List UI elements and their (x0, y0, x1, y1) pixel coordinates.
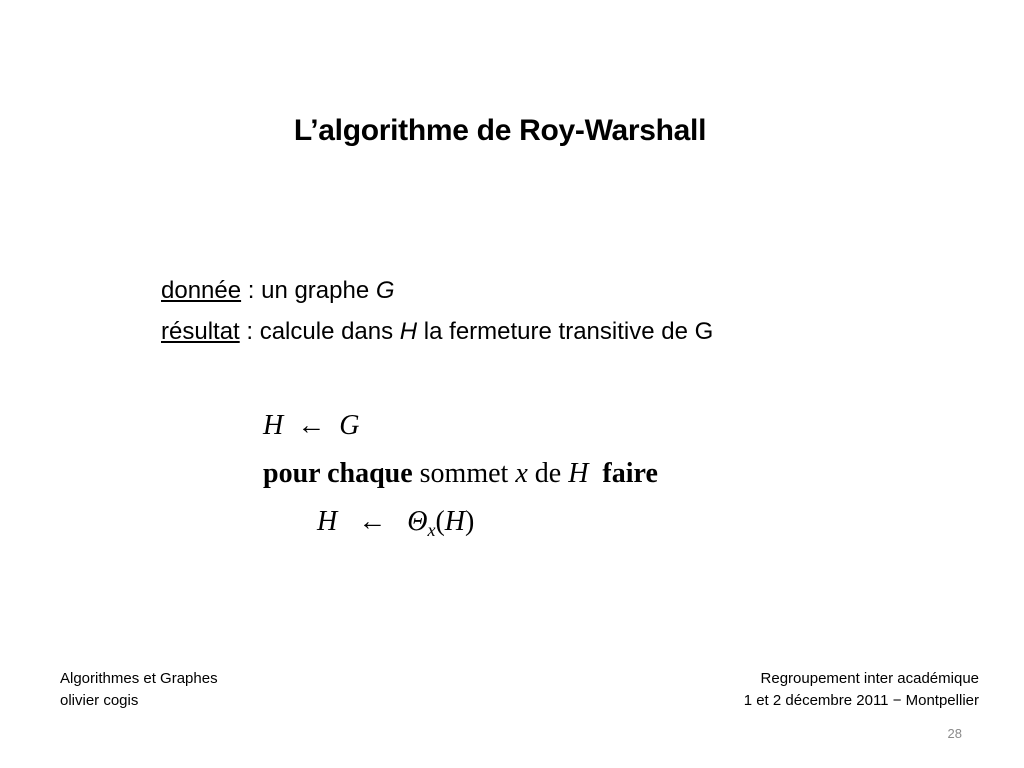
paren-open: ( (435, 506, 445, 537)
algo-line-body (263, 498, 658, 546)
body-lhs: H (317, 506, 338, 537)
algorithm-specification (161, 270, 713, 352)
output-variable: H (399, 318, 418, 345)
slide-title: L’algorithme de Roy-Warshall (293, 114, 707, 147)
algorithm-pseudocode (263, 402, 658, 546)
loop-variable-h: H (568, 458, 589, 489)
left-arrow-icon: ← (297, 410, 326, 441)
input-variable: G (375, 277, 395, 304)
loop-keyword-do: faire (602, 458, 658, 489)
paren-close: ) (465, 506, 475, 537)
loop-text-1: sommet (412, 458, 516, 489)
input-keyword: donnée (161, 277, 242, 304)
footer-left (60, 668, 218, 712)
left-arrow-icon: ← (358, 506, 387, 537)
output-text-2: la fermeture transitive de G (417, 318, 714, 345)
loop-variable-x: x (515, 458, 528, 489)
footer-right (744, 668, 979, 712)
page-number: 28 (947, 726, 962, 741)
algo-line-assign (263, 402, 658, 450)
input-text: : un graphe (241, 277, 376, 304)
input-line (161, 270, 713, 311)
loop-text-2: de (527, 458, 569, 489)
output-keyword: résultat (161, 318, 240, 345)
loop-keyword-for: pour chaque (263, 458, 413, 489)
assign-lhs: H (263, 410, 284, 441)
footer-author: olivier cogis (60, 692, 139, 709)
assign-rhs: G (339, 410, 360, 441)
footer-course-title: Algorithmes et Graphes (60, 670, 218, 687)
footer-date-location: 1 et 2 décembre 2011 − Montpellier (743, 692, 979, 709)
output-text-1: : calcule dans (239, 318, 400, 345)
algo-line-loop (263, 450, 658, 498)
theta-operator: Θ (407, 506, 428, 537)
theta-subscript: x (427, 520, 436, 540)
output-line (161, 311, 713, 352)
theta-argument: H (444, 506, 466, 537)
footer-event: Regroupement inter académique (760, 670, 979, 687)
